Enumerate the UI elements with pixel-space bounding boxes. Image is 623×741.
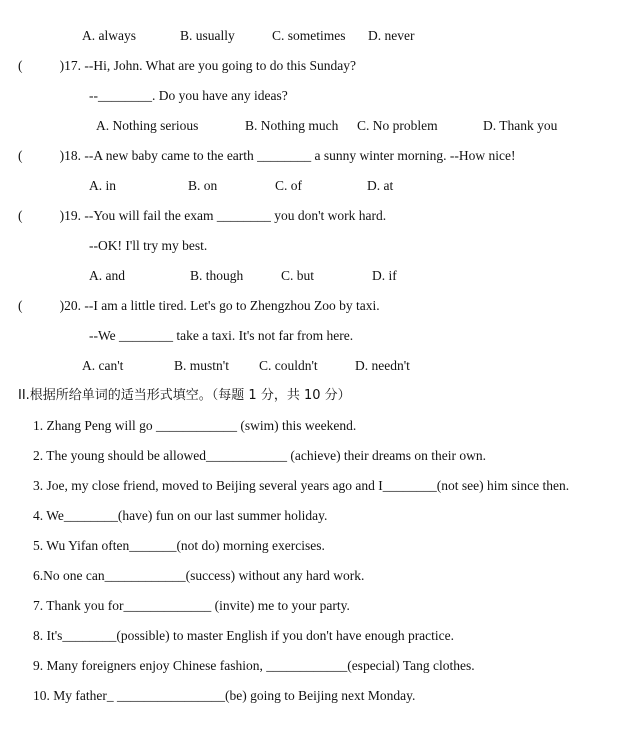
q16-option-b: B. usually	[180, 28, 235, 43]
q20-option-c: C. couldn't	[259, 358, 318, 373]
q16-option-c: C. sometimes	[272, 28, 346, 43]
q19-option-a: A. and	[89, 268, 125, 283]
section-2-title: II.根据所给单词的适当形式填空。（每题 1 分，共 10 分）	[18, 388, 351, 403]
q19-option-d: D. if	[372, 268, 397, 283]
q19-stem: ( )19. --You will fail the exam ________ you don't work hard.	[18, 208, 387, 223]
q18-option-c: C. of	[275, 178, 302, 193]
q19-reply: --OK! I'll try my best.	[89, 238, 208, 253]
q16-option-d: D. never	[368, 28, 415, 43]
q17-option-a: A. Nothing serious	[96, 118, 199, 133]
q16-option-a: A. always	[82, 28, 136, 43]
fill-item-7: 7. Thank you for_____________ (invite) me to your party.	[33, 598, 350, 613]
fill-item-3: 3. Joe, my close friend, moved to Beijing several years ago and I________(not see) him since then.	[33, 478, 570, 493]
q19-option-c: C. but	[281, 268, 315, 283]
q18-option-a: A. in	[89, 178, 116, 193]
q17-stem: ( )17. --Hi, John. What are you going to do this Sunday?	[18, 58, 356, 73]
q17-option-d: D. Thank you	[483, 118, 558, 133]
q19-option-b: B. though	[190, 268, 244, 283]
q18-stem: ( )18. --A new baby came to the earth ________ a sunny winter morning. --How nice!	[18, 148, 516, 163]
fill-item-2: 2. The young should be allowed____________ (achieve) their dreams on their own.	[33, 448, 487, 463]
q17-reply: --________. Do you have any ideas?	[89, 88, 288, 103]
q20-reply: --We ________ take a taxi. It's not far from here.	[89, 328, 354, 343]
fill-item-1: 1. Zhang Peng will go ____________ (swim) this weekend.	[33, 418, 357, 433]
fill-item-6: 6.No one can____________(success) without any hard work.	[33, 568, 365, 583]
q20-option-a: A. can't	[82, 358, 124, 373]
q17-option-c: C. No problem	[357, 118, 438, 133]
q20-option-b: B. mustn't	[174, 358, 229, 373]
q18-option-d: D. at	[367, 178, 394, 193]
fill-item-10: 10. My father_ ________________(be) going to Beijing next Monday.	[33, 688, 416, 703]
q17-option-b: B. Nothing much	[245, 118, 339, 133]
q20-option-d: D. needn't	[355, 358, 410, 373]
fill-item-9: 9. Many foreigners enjoy Chinese fashion, ____________(especial) Tang clothes.	[33, 658, 475, 673]
q20-stem: ( )20. --I am a little tired. Let's go to Zhengzhou Zoo by taxi.	[18, 298, 380, 313]
fill-item-5: 5. Wu Yifan often_______(not do) morning exercises.	[33, 538, 325, 553]
q18-option-b: B. on	[188, 178, 218, 193]
fill-item-4: 4. We________(have) fun on our last summer holiday.	[33, 508, 328, 523]
fill-item-8: 8. It's________(possible) to master English if you don't have enough practice.	[33, 628, 455, 643]
